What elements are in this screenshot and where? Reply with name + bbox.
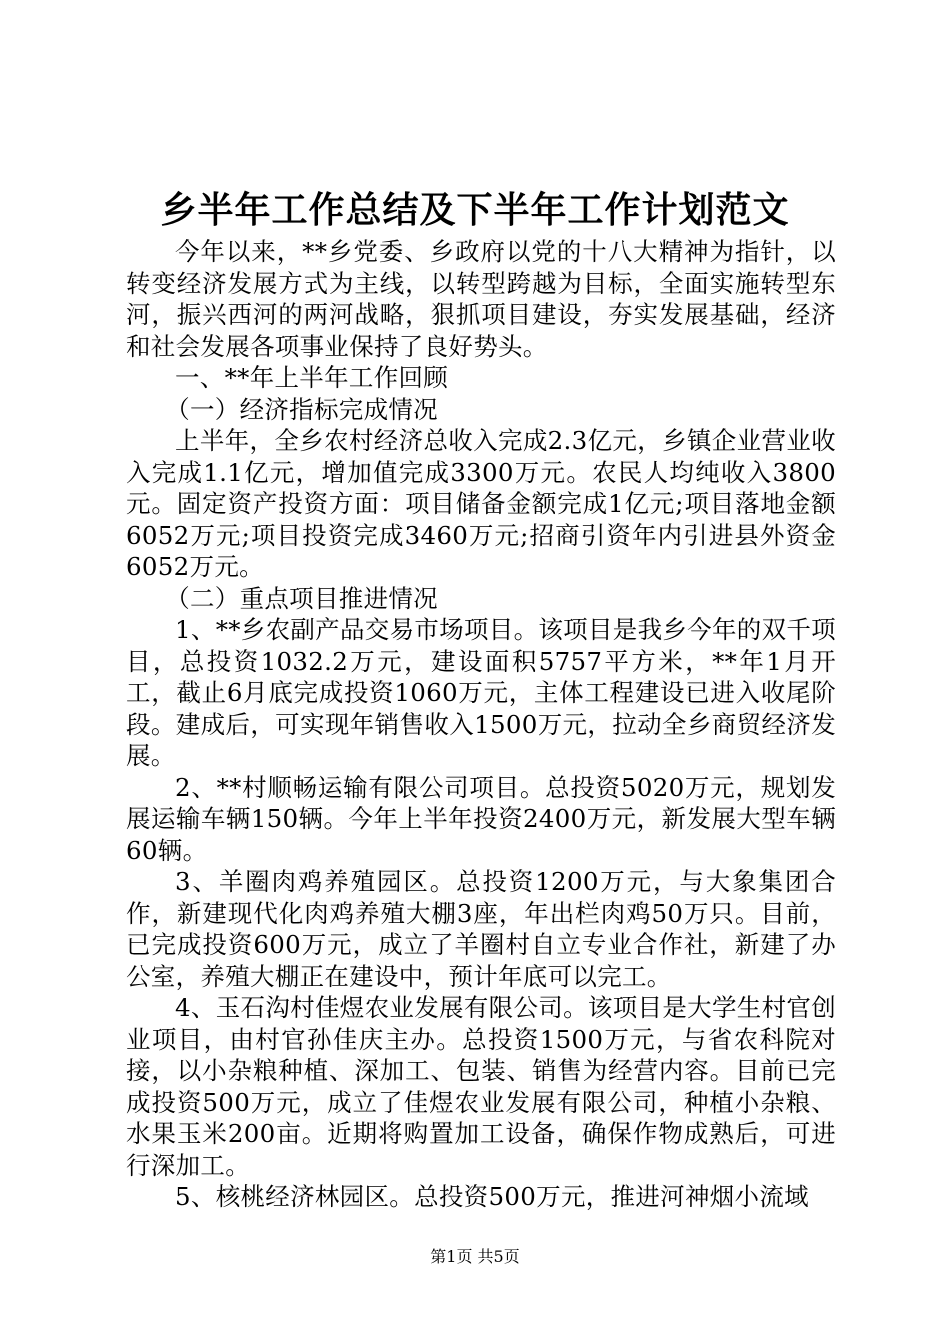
page-footer: 第1页 共5页 bbox=[430, 1247, 520, 1266]
paragraph-project-4: 4、玉石沟村佳煜农业发展有限公司。该项目是大学生村官创业项目，由村官孙佳庆主办。总投资1500万元，与省农科院对接，以小杂粮种植、深加工、包装、销售为经营内容。目前已完成投资500万元，成立了佳煜农业发展有限公司，种植小杂粮、水果玉米200亩。近期将购置加工设备，确保作物成熟后，可进行深加工。 bbox=[126, 993, 836, 1180]
section-heading-review: 一、**年上半年工作回顾 bbox=[175, 363, 449, 392]
paragraph-project-1: 1、**乡农副产品交易市场项目。该项目是我乡今年的双千项目，总投资1032.2万元，建设面积5757平方米，**年1月开工，截止6月底完成投资1060万元，主体工程建设已进入收尾阶段。建成后，可实现年销售收入1500万元，拉动全乡商贸经济发展。 bbox=[126, 615, 836, 770]
document-title: 乡半年工作总结及下半年工作计划范文 bbox=[160, 189, 790, 231]
paragraph-economic: 上半年，全乡农村经济总收入完成2.3亿元，乡镇企业营业收入完成1.1亿元，增加值完成3300万元。农民人均纯收入3800元。固定资产投资方面：项目储备金额完成1亿元;项目落地金额6052万元;项目投资完成3460万元;招商引资年内引进县外资金6052万元。 bbox=[126, 426, 836, 581]
subsection-heading-projects: （二）重点项目推进情况 bbox=[165, 583, 438, 613]
paragraph-project-3: 3、羊圈肉鸡养殖园区。总投资1200万元，与大象集团合作，新建现代化肉鸡养殖大棚3座，年出栏肉鸡50万只。目前，已完成投资600万元，成立了羊圈村自立专业合作社，新建了办公室，养殖大棚正在建设中，预计年底可以完工。 bbox=[126, 867, 836, 991]
paragraph-intro: 今年以来，**乡党委、乡政府以党的十八大精神为指针，以转变经济发展方式为主线，以转型跨越为目标，全面实施转型东河，振兴西河的两河战略，狠抓项目建设，夯实发展基础，经济和社会发展各项事业保持了良好势头。 bbox=[126, 237, 836, 361]
paragraph-project-5: 5、核桃经济林园区。总投资500万元，推进河神烟小流域 bbox=[175, 1182, 809, 1211]
paragraph-project-2: 2、**村顺畅运输有限公司项目。总投资5020万元，规划发展运输车辆150辆。今年上半年投资2400万元，新发展大型车辆60辆。 bbox=[126, 772, 836, 865]
subsection-heading-economic: （一）经济指标完成情况 bbox=[165, 394, 438, 424]
document-body bbox=[126, 236, 836, 1213]
